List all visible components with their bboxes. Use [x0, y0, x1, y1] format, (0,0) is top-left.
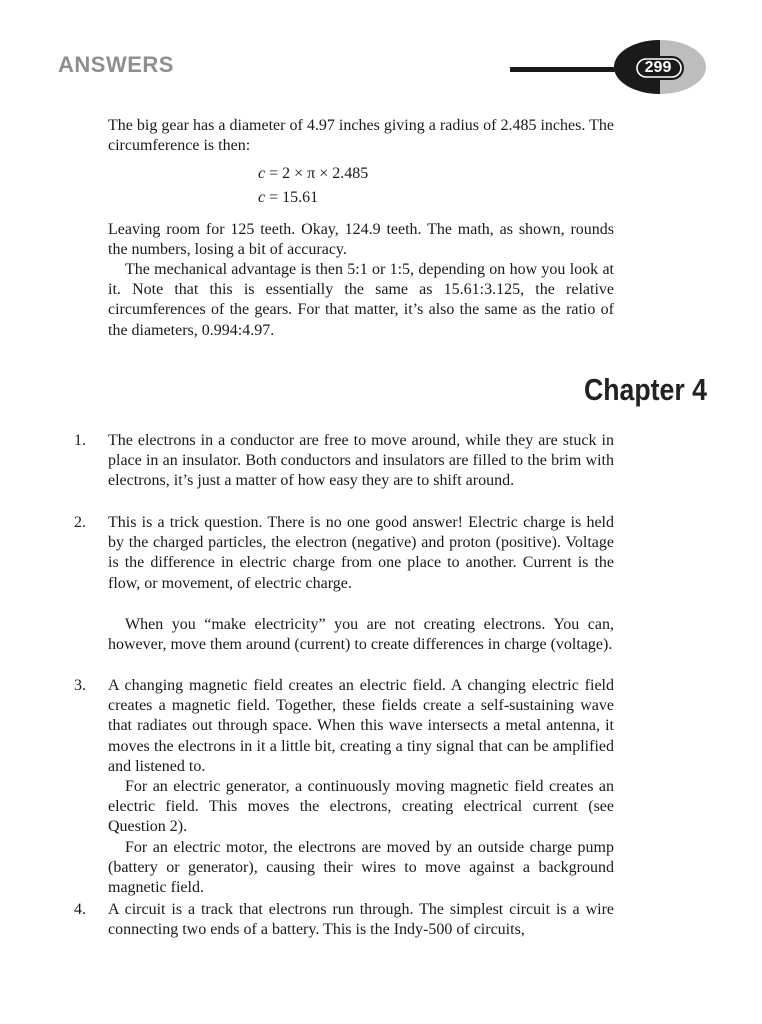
teeth-paragraph: Leaving room for 125 teeth. Okay, 124.9 teeth. The math, as shown, rounds the numbers, losing a bit of accuracy. — [108, 221, 614, 259]
equation-2: c = 15.61 — [258, 189, 319, 206]
answer-3-paragraph-1: A changing magnetic field creates an electric field. A changing electric field creates a magnetic field. Together, these fields create a self-sustaining wave that radiates out through space. When this wave intersects a metal antenna, it moves the electrons in it a little bit, creating a tiny signal that can be amplified and listened to. — [108, 677, 614, 775]
equation-2-lhs: c — [258, 189, 266, 206]
equation-2-rhs: 15.61 — [282, 189, 319, 206]
gear-paragraph: The big gear has a diameter of 4.97 inches giving a radius of 2.485 inches. The circumference is then: — [108, 117, 614, 155]
answer-2-number: 2. — [74, 514, 86, 531]
advantage-paragraph: The mechanical advantage is then 5:1 or 1:5, depending on how you look at it. Note that this is essentially the same as 15.61:3.125, the relative circumferences of the gears. For that matter, it’s also the same as the ratio of the diameters, 0.994:4.97. — [108, 261, 614, 339]
running-header: ANSWERS — [58, 52, 174, 77]
answer-4-paragraph-1: A circuit is a track that electrons run through. The simplest circuit is a wire connecting two ends of a battery. This is the Indy-500 of circuits, — [108, 901, 614, 939]
chapter-heading: Chapter 4 — [584, 372, 707, 407]
answer-1-number: 1. — [74, 432, 86, 449]
answer-2-paragraph-2: When you “make electricity” you are not creating electrons. You can, however, move them around (current) to create differences in charge (voltage). — [108, 616, 614, 654]
answer-4-number: 4. — [74, 901, 86, 918]
answer-3-paragraph-3: For an electric motor, the electrons are moved by an outside charge pump (battery or generator), causing their wires to move against a background magnetic field. — [108, 839, 614, 897]
equation-1-lhs: c — [258, 165, 266, 182]
answer-2-paragraph-1: This is a trick question. There is no one good answer! Electric charge is held by the charged particles, the electron (negative) and proton (positive). Voltage is the difference in electric charge from one place to another. Current is the flow, or movement, of electric charge. — [108, 514, 614, 592]
answer-1-paragraph-1: The electrons in a conductor are free to move around, while they are stuck in place in an insulator. Both conductors and insulators are filled to the brim with electrons, it’s just a matter of how easy they are to shift around. — [108, 432, 614, 490]
answer-3-number: 3. — [74, 677, 86, 694]
answer-3-paragraph-2: For an electric generator, a continuously moving magnetic field creates an electric field. This moves the electrons, creating electrical current (see Question 2). — [108, 778, 614, 836]
equation-1: c = 2 × π × 2.485 — [258, 165, 369, 182]
page-number: 299 — [644, 59, 672, 76]
equation-1-rhs: 2 × π × 2.485 — [282, 165, 369, 182]
